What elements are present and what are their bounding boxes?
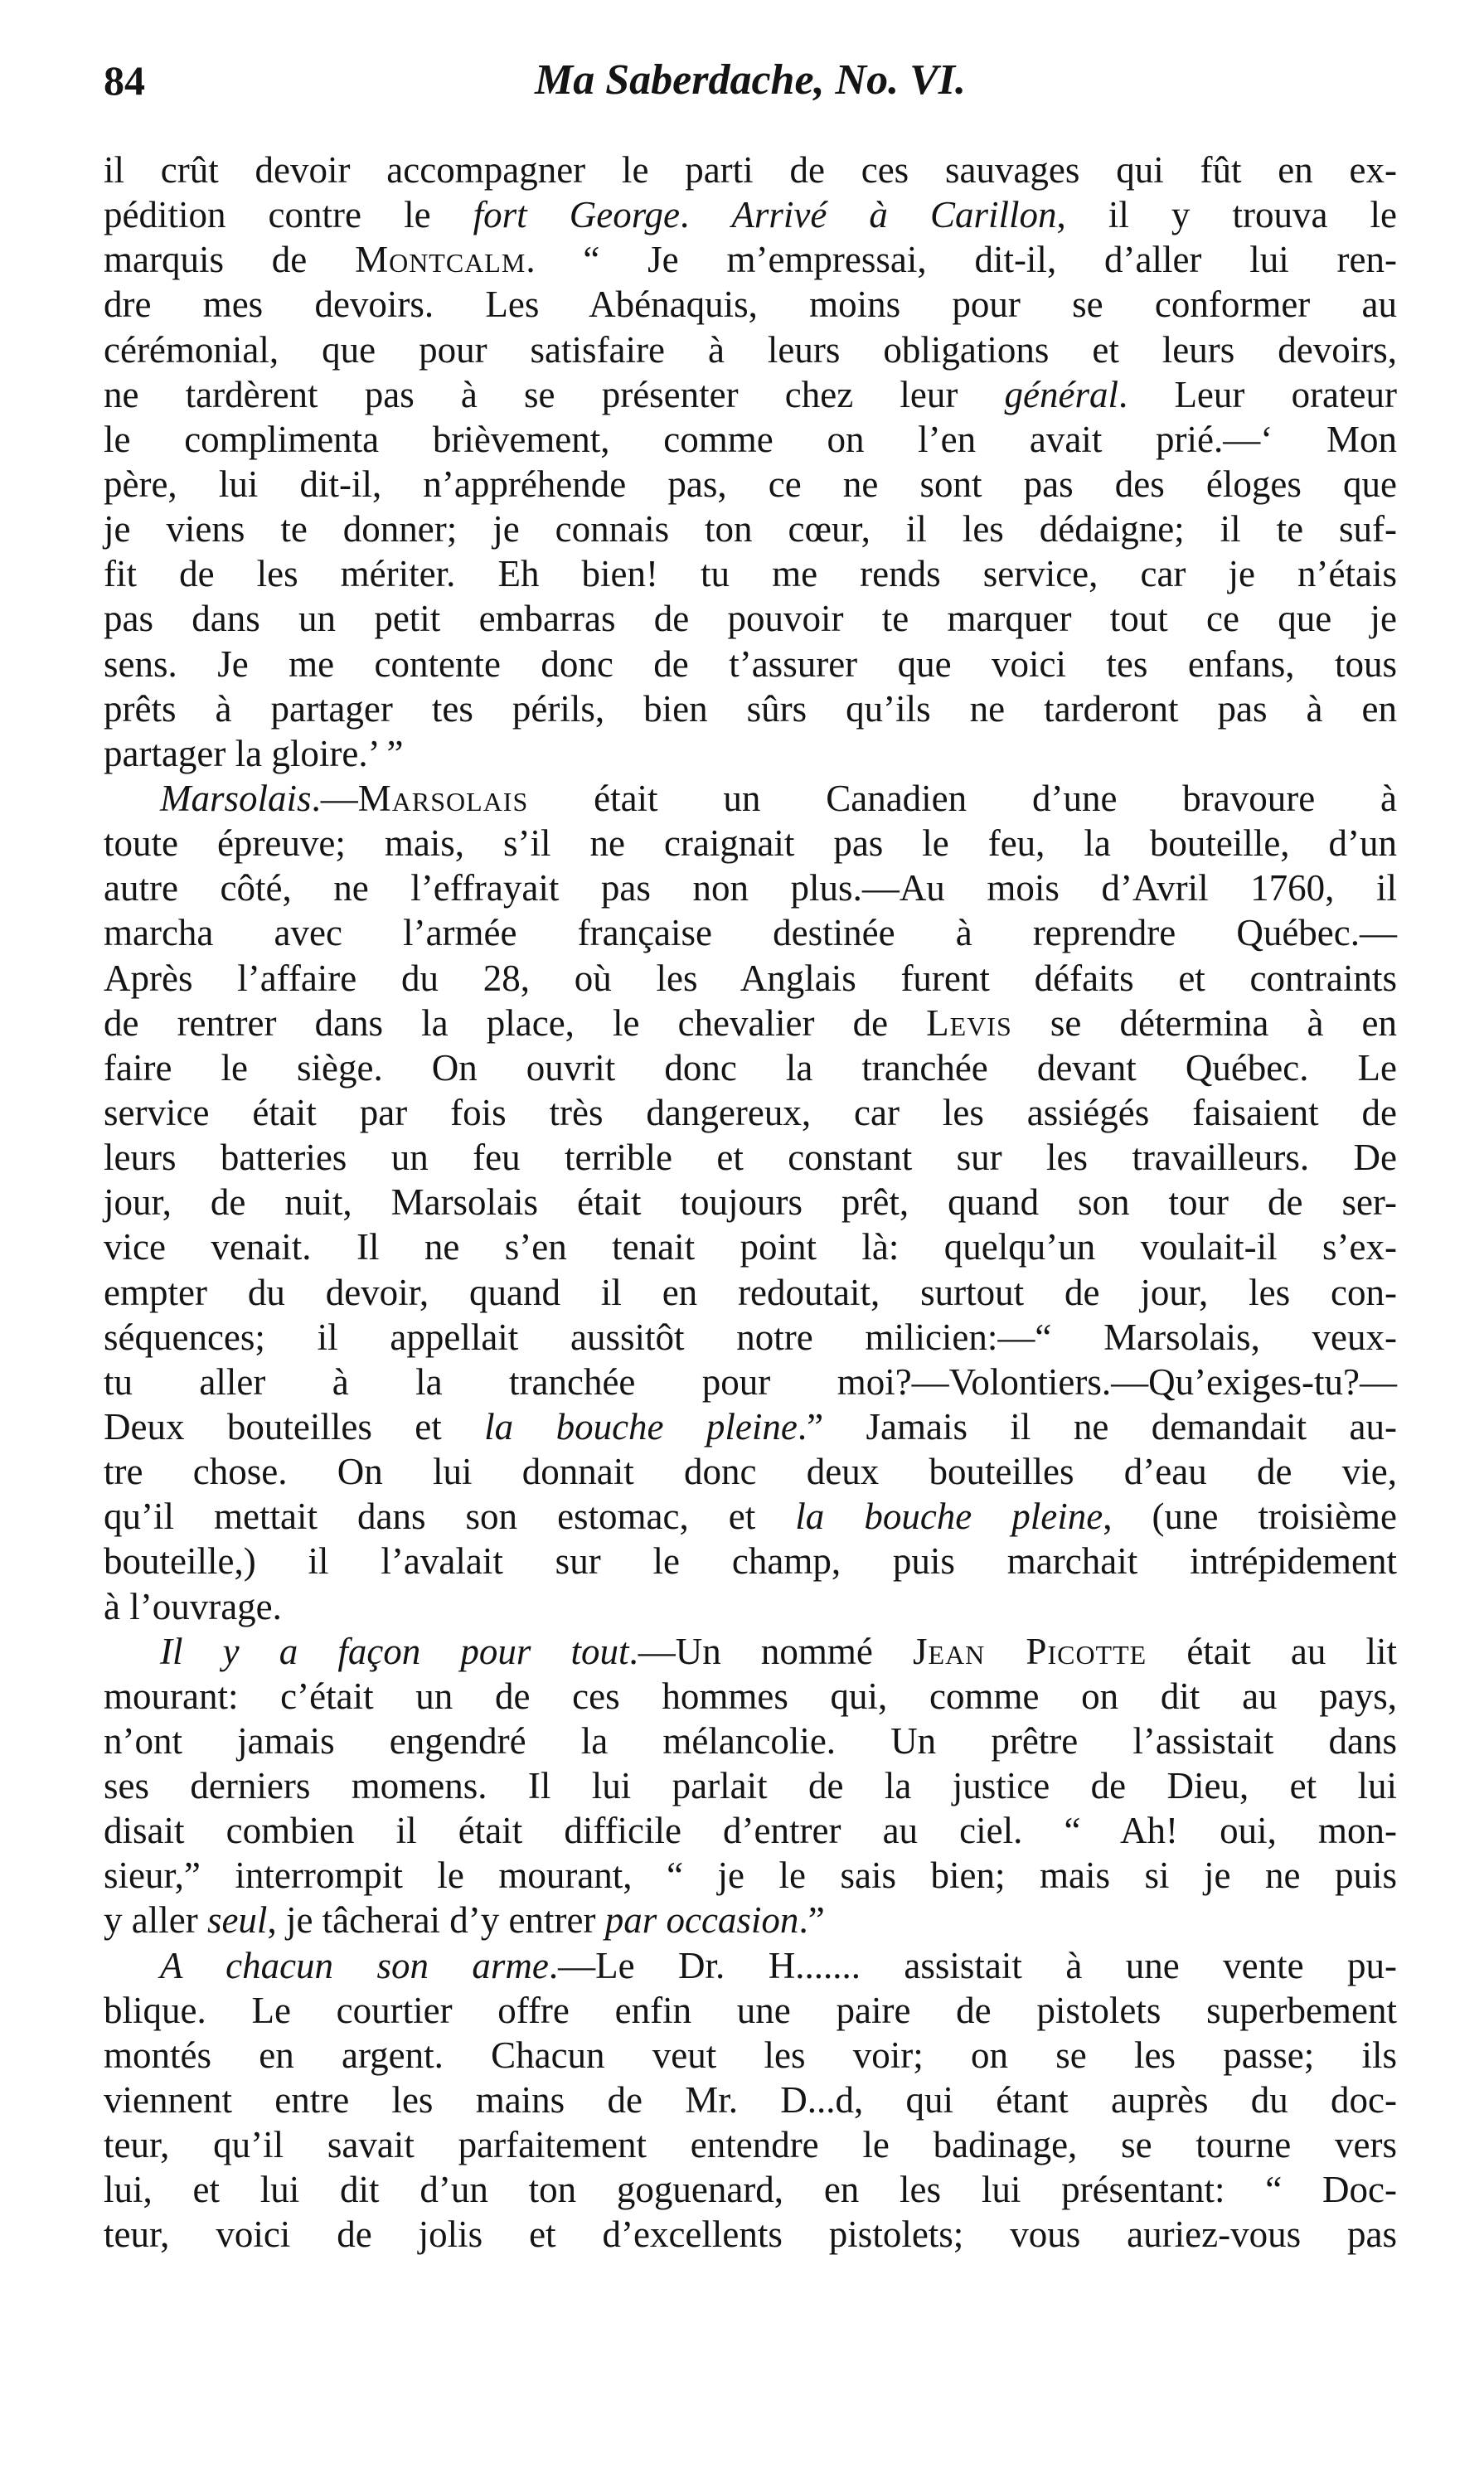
- text-segment: prêts à partager tes périls, bien sûrs qu’ils ne tarderont pas à en: [104, 687, 1397, 730]
- text-line: [104, 192, 1397, 237]
- text-line: [104, 1629, 1397, 1674]
- text-segment: empter du devoir, quand il en redoutait, surtout de jour, les con-: [104, 1271, 1397, 1313]
- text-line: [104, 1494, 1397, 1539]
- italic-text: Arrivé à Carillon: [731, 194, 1057, 236]
- text-line: [104, 1943, 1397, 1988]
- text-segment: dre mes devoirs. Les Abénaquis, moins pour se conformer au: [104, 284, 1397, 326]
- italic-text: fort George: [473, 194, 681, 236]
- text-segment: sens. Je me contente donc de t’assurer que voici tes enfans, tous: [104, 642, 1397, 685]
- text-segment: . Leur orateur: [1118, 373, 1397, 415]
- small-caps-name: Montcalm: [355, 239, 526, 281]
- text-segment: ne tardèrent pas à se présenter chez leur: [104, 373, 1005, 415]
- body-text: [104, 148, 1397, 2257]
- text-segment: Deux bouteilles et: [104, 1405, 485, 1447]
- small-caps-name: Marsolais: [357, 777, 529, 819]
- text-line: [104, 866, 1397, 910]
- text-line: [104, 282, 1397, 327]
- italic-text: Il y a façon pour tout: [160, 1630, 629, 1672]
- text-segment: , je tâcherai d’y entrer: [267, 1899, 605, 1942]
- page-number: 84: [104, 57, 145, 104]
- text-segment: jour, de nuit, Marsolais était toujours prêt, quand son tour de ser-: [104, 1181, 1397, 1224]
- text-line: [104, 956, 1397, 1001]
- text-segment: se détermina à en: [1011, 1001, 1398, 1044]
- text-segment: ses derniers momens. Il lui parlait de la justice de Dieu, et lui: [104, 1765, 1397, 1807]
- text-line: [104, 1449, 1397, 1494]
- text-line: [104, 2212, 1397, 2257]
- text-line: [104, 1180, 1397, 1224]
- text-line: [104, 372, 1397, 417]
- text-segment: le complimenta brièvement, comme on l’en avait prié.—‘ Mon: [104, 418, 1397, 460]
- text-line: [104, 686, 1397, 731]
- page-header: [104, 51, 1397, 109]
- text-segment: , il y trouva le: [1056, 194, 1397, 236]
- text-segment: bouteille,) il l’avalait sur le champ, puis marchait intrépidement: [104, 1540, 1397, 1583]
- text-segment: lui, et lui dit d’un ton goguenard, en les lui présentant: “ Doc-: [104, 2169, 1397, 2211]
- text-segment: séquences; il appellait aussitôt notre milicien:—“ Marsolais, veux-: [104, 1316, 1397, 1358]
- text-line: [104, 2033, 1397, 2078]
- text-segment: toute épreuve; mais, s’il ne craignait pas le feu, la bouteille, d’un: [104, 822, 1397, 865]
- text-segment: était au lit: [1147, 1630, 1397, 1672]
- text-line: [104, 1404, 1397, 1449]
- text-line: [104, 237, 1397, 282]
- text-segment: pas dans un petit embarras de pouvoir te marquer tout ce que je: [104, 598, 1397, 640]
- text-segment: sieur,” interrompit le mourant, “ je le sais bien; mais si je ne puis: [104, 1855, 1397, 1897]
- text-line: [104, 1988, 1397, 2033]
- text-line: [104, 417, 1397, 462]
- text-segment: tu aller à la tranchée pour moi?—Volontiers.—Qu’exiges-tu?—: [104, 1360, 1397, 1403]
- text-segment: . “ Je m’empressai, dit-il, d’aller lui ren-: [526, 239, 1397, 281]
- text-line: [104, 1853, 1397, 1898]
- text-line: [104, 1898, 1397, 1942]
- italic-text: la bouche pleine: [795, 1496, 1103, 1538]
- text-segment: .—Un nommé: [628, 1630, 914, 1672]
- text-segment: leurs batteries un feu terrible et constant sur les travailleurs. De: [104, 1137, 1397, 1179]
- text-segment: Après l’affaire du 28, où les Anglais furent défaits et contraints: [104, 957, 1397, 999]
- small-caps-name: Jean Picotte: [913, 1630, 1147, 1672]
- text-segment: .—: [311, 777, 358, 819]
- text-line: [104, 1045, 1397, 1090]
- text-segment: .”: [798, 1899, 825, 1942]
- text-line: [104, 1135, 1397, 1180]
- text-line: [104, 1224, 1397, 1269]
- text-segment: .—Le Dr. H....... assistait à une vente pu-: [548, 1944, 1397, 1986]
- text-segment: teur, voici de jolis et d’excellents pistolets; vous auriez-vous pas: [104, 2214, 1397, 2256]
- text-line: [104, 1360, 1397, 1404]
- text-line: [104, 1808, 1397, 1853]
- text-line: [104, 1719, 1397, 1763]
- text-line: [104, 776, 1397, 821]
- text-segment: marcha avec l’armée française destinée à reprendre Québec.—: [104, 912, 1397, 954]
- text-segment: montés en argent. Chacun veut les voir; on se les passe; ils: [104, 2034, 1397, 2076]
- text-line: [104, 1315, 1397, 1360]
- text-line: [104, 1001, 1397, 1045]
- small-caps-name: Levis: [926, 1001, 1012, 1044]
- text-line: [104, 1270, 1397, 1315]
- text-line: [104, 910, 1397, 955]
- text-segment: était un Canadien d’une bravoure à: [528, 777, 1397, 819]
- text-segment: viennent entre les mains de Mr. D...d, qui étant auprès du doc-: [104, 2079, 1397, 2121]
- italic-text: par occasion: [604, 1899, 799, 1942]
- text-line: [104, 1674, 1397, 1719]
- text-line: [104, 2078, 1397, 2122]
- text-line: [104, 596, 1397, 641]
- text-line: [104, 1763, 1397, 1808]
- italic-text: seul: [206, 1899, 268, 1942]
- text-segment: teur, qu’il savait parfaitement entendre le badinage, se tourne vers: [104, 2124, 1397, 2166]
- text-segment: autre côté, ne l’effrayait pas non plus.—Au mois d’Avril 1760, il: [104, 867, 1397, 909]
- text-line: [104, 2122, 1397, 2167]
- text-segment: y aller: [104, 1899, 207, 1942]
- italic-text: A chacun son arme: [160, 1944, 549, 1986]
- text-segment: faire le siège. On ouvrit donc la tranchée devant Québec. Le: [104, 1046, 1397, 1089]
- text-segment: disait combien il était difficile d’entrer au ciel. “ Ah! oui, mon-: [104, 1810, 1397, 1852]
- text-segment: tre chose. On lui donnait donc deux bouteilles d’eau de vie,: [104, 1451, 1397, 1493]
- text-line: [104, 1090, 1397, 1135]
- text-segment: .” Jamais il ne demandait au-: [797, 1405, 1398, 1447]
- text-segment: à l’ouvrage.: [104, 1585, 282, 1627]
- text-line: [104, 1584, 1397, 1629]
- text-line: [104, 731, 1397, 776]
- text-segment: service était par fois très dangereux, car les assiégés faisaient de: [104, 1091, 1397, 1133]
- text-segment: mourant: c’était un de ces hommes qui, comme on dit au pays,: [104, 1675, 1397, 1717]
- running-title: Ma Saberdache, No. VI.: [534, 56, 967, 104]
- text-segment: il crût devoir accompagner le parti de ces sauvages qui fût en ex-: [104, 149, 1397, 191]
- text-line: [104, 507, 1397, 551]
- text-line: [104, 642, 1397, 686]
- text-segment: marquis de: [104, 239, 356, 281]
- text-segment: .: [680, 194, 732, 236]
- text-segment: blique. Le courtier offre enfin une paire de pistolets superbement: [104, 1989, 1397, 2031]
- text-segment: vice venait. Il ne s’en tenait point là: quelqu’un voulait-il s’ex-: [104, 1226, 1397, 1268]
- text-line: [104, 148, 1397, 192]
- italic-text: Marsolais: [160, 777, 312, 819]
- text-line: [104, 551, 1397, 596]
- text-segment: , (une troisième: [1103, 1496, 1397, 1538]
- text-line: [104, 327, 1397, 372]
- text-segment: de rentrer dans la place, le chevalier de: [104, 1001, 927, 1044]
- text-segment: qu’il mettait dans son estomac, et: [104, 1496, 796, 1538]
- text-segment: n’ont jamais engendré la mélancolie. Un prêtre l’assistait dans: [104, 1719, 1397, 1762]
- text-segment: partager la gloire.’ ”: [104, 732, 404, 774]
- text-segment: cérémonial, que pour satisfaire à leurs obligations et leurs devoirs,: [104, 328, 1397, 371]
- text-line: [104, 821, 1397, 866]
- text-segment: je viens te donner; je connais ton cœur, il les dédaigne; il te suf-: [104, 508, 1397, 550]
- text-segment: fit de les mériter. Eh bien! tu me rends service, car je n’étais: [104, 553, 1397, 595]
- italic-text: général: [1004, 373, 1119, 415]
- text-line: [104, 2167, 1397, 2212]
- text-line: [104, 1539, 1397, 1583]
- text-line: [104, 462, 1397, 507]
- italic-text: la bouche pleine: [484, 1405, 798, 1447]
- text-segment: pédition contre le: [104, 194, 473, 236]
- text-segment: père, lui dit-il, n’appréhende pas, ce ne sont pas des éloges que: [104, 463, 1397, 505]
